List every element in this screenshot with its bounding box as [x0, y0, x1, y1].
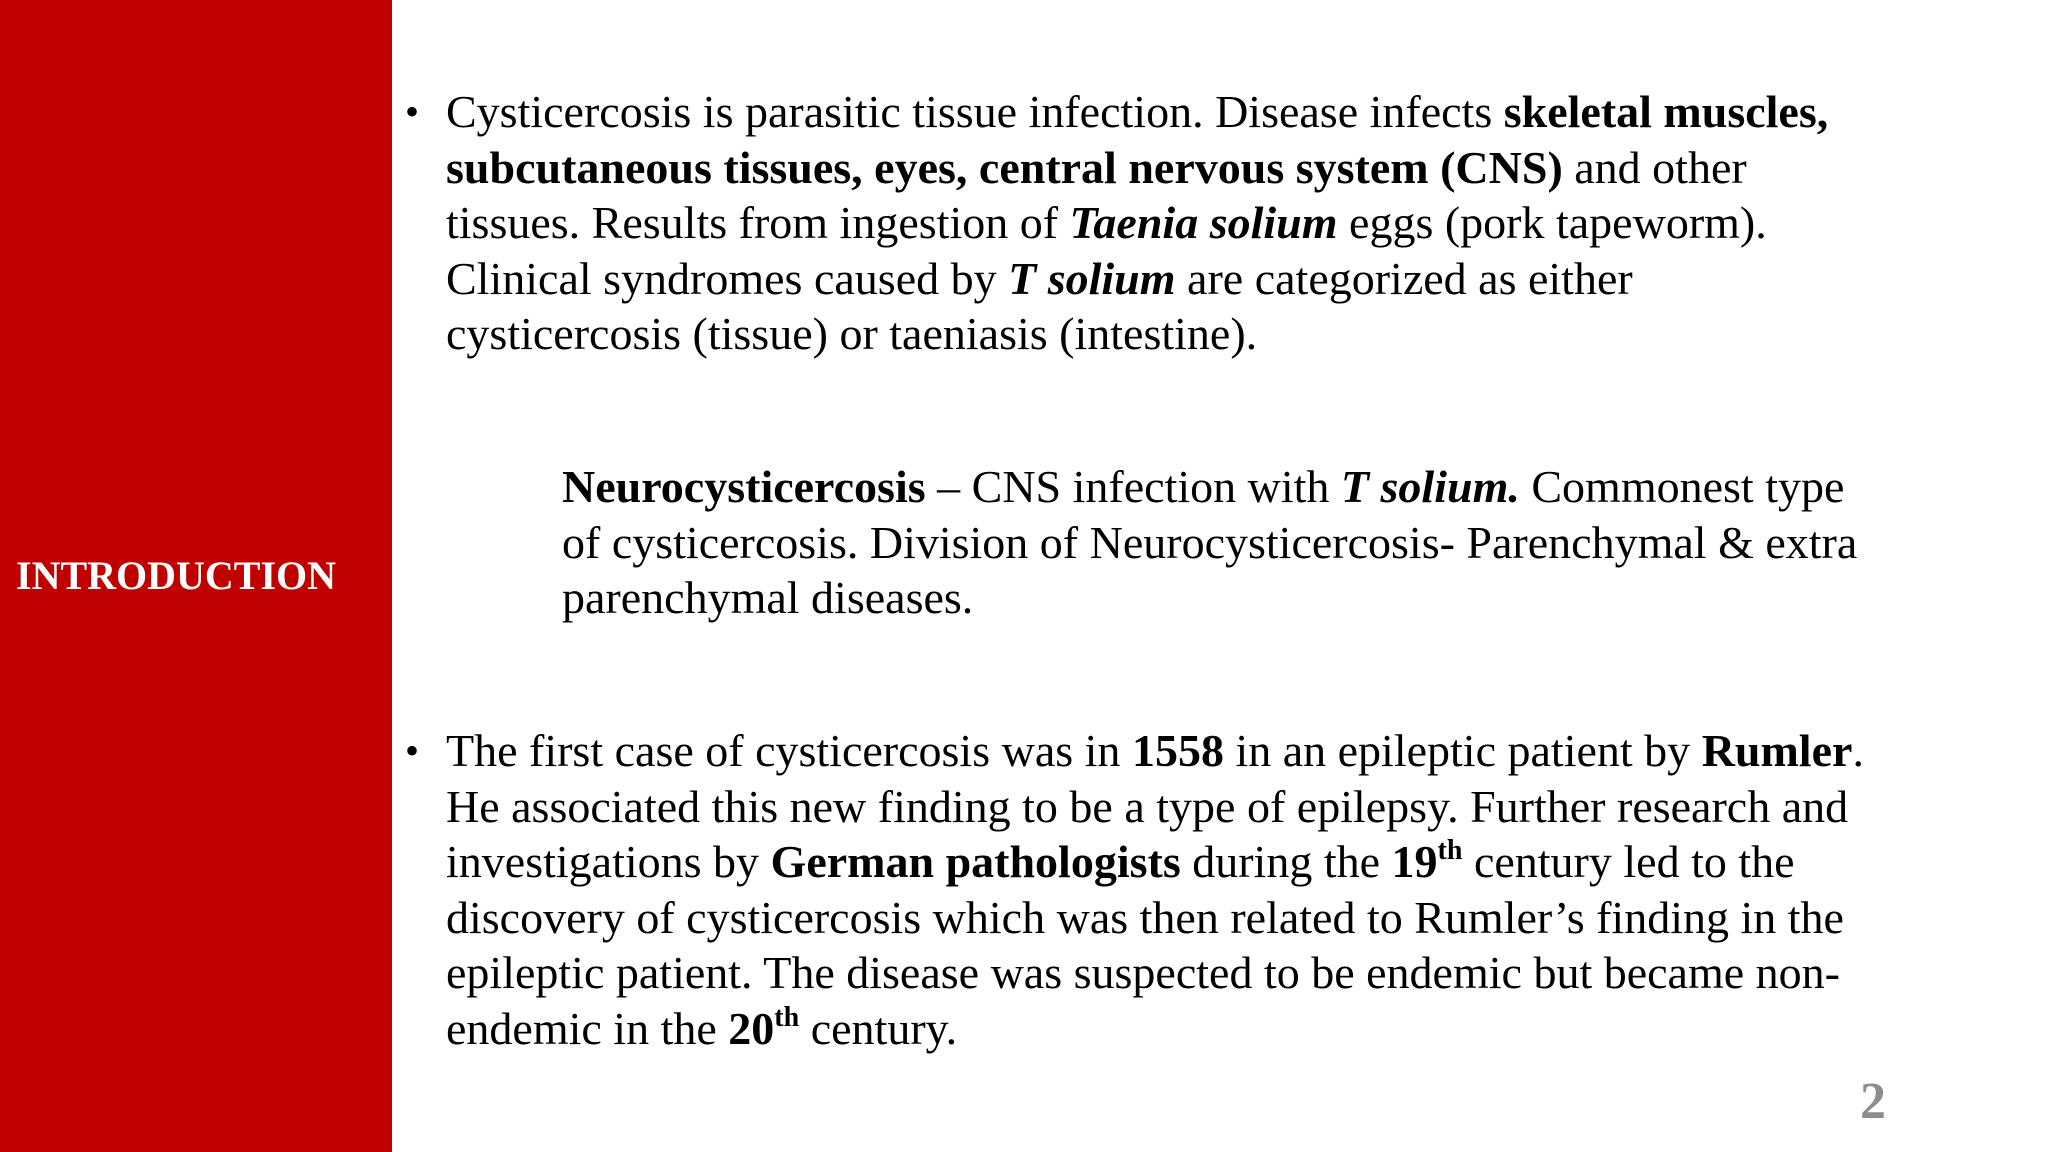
text-line: discovery of cysticercosis which was then related to Rumler’s finding in the: [446, 891, 1844, 943]
text-line: parenchymal diseases.: [562, 572, 974, 623]
text-line: endemic in the 20th century.: [446, 1001, 958, 1054]
text-line: The first case of cysticercosis was in 1558 in an epileptic patient by Rumler.: [446, 725, 1864, 776]
text-line: of cysticercosis. Division of Neurocysticercosis- Parenchymal & extra: [562, 516, 1858, 568]
text-line: cysticercosis (tissue) or taeniasis (intestine).: [446, 308, 1258, 359]
bullet-marker: •: [405, 728, 420, 773]
text-line: epileptic patient. The disease was suspected to be endemic but became non-: [446, 947, 1840, 998]
sidebar-panel: [0, 0, 392, 1152]
bullet-marker: •: [405, 89, 420, 134]
text-line: Clinical syndromes caused by T solium are categorized as either: [446, 252, 1633, 304]
text-line: Cysticercosis is parasitic tissue infection. Disease infects skeletal muscles,: [446, 86, 1829, 137]
paragraph-neurocysticercosis: [562, 459, 1857, 626]
superscript: th: [1437, 835, 1463, 866]
superscript: th: [774, 1001, 800, 1033]
paragraph-history: [446, 723, 1864, 1056]
text-line: subcutaneous tissues, eyes, central nervous system (CNS) and other: [446, 141, 1747, 193]
text-line: He associated this new finding to be a type of epilepsy. Further research and: [446, 780, 1849, 832]
text-line: tissues. Results from ingestion of Taenia solium eggs (pork tapeworm).: [446, 197, 1767, 248]
page-number: 2: [1860, 1073, 1886, 1130]
text-line: investigations by German pathologists during the 19th century led to the: [446, 835, 1795, 887]
section-title: INTRODUCTION: [16, 553, 337, 598]
text-line: Neurocysticercosis – CNS infection with T solium. Commonest type: [562, 461, 1845, 512]
paragraph-cysticercosis-intro: [446, 84, 1828, 362]
